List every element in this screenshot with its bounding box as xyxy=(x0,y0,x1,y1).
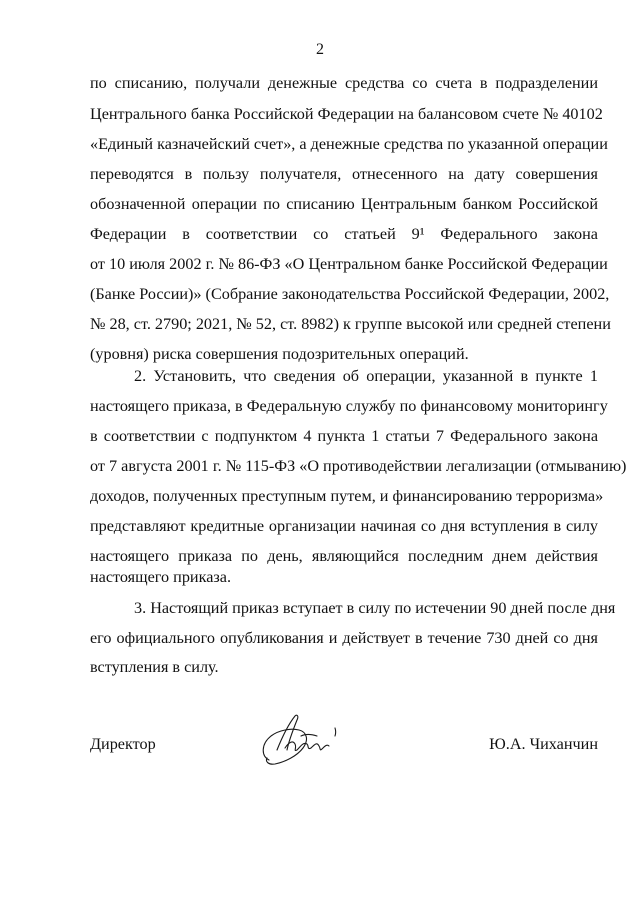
text-line: от 10 июля 2002 г. № 86-ФЗ «О Центральном банке Российской Федерации xyxy=(90,255,608,273)
text-line: Центрального банка Российской Федерации на балансовом счете № 40102 xyxy=(90,105,603,123)
text-line: настоящего приказа. xyxy=(90,568,231,586)
text-line: Федерации в соответствии со статьей 9¹ Федерального закона xyxy=(90,225,598,243)
signatory-title: Директор xyxy=(90,735,156,753)
text-line: доходов, полученных преступным путем, и финансированию терроризма» xyxy=(90,487,604,505)
text-line: № 28, ст. 2790; 2021, № 52, ст. 8982) к группе высокой или средней степени xyxy=(90,315,611,333)
page-number: 2 xyxy=(316,41,324,58)
text-line: по списанию, получали денежные средства со счета в подразделении xyxy=(90,74,598,92)
text-line: (Банке России)» (Собрание законодательства Российской Федерации, 2002, xyxy=(90,285,610,303)
text-line: обозначенной операции по списанию Центральным банком Российской xyxy=(90,195,598,213)
text-line: (уровня) риска совершения подозрительных операций. xyxy=(90,345,469,363)
text-line: «Единый казначейский счет», а денежные средства по указанной операции xyxy=(90,135,608,153)
text-line: от 7 августа 2001 г. № 115-ФЗ «О противодействии легализации (отмыванию) xyxy=(90,457,627,475)
handwritten-signature xyxy=(255,706,345,770)
text-line: настоящего приказа по день, являющийся последним днем действия xyxy=(90,547,598,565)
text-line: его официального опубликования и действует в течение 730 дней со дня xyxy=(90,629,598,647)
text-line: представляют кредитные организации начиная со дня вступления в силу xyxy=(90,517,598,535)
text-line: настоящего приказа, в Федеральную службу по финансовому мониторингу xyxy=(90,397,608,415)
text-line: вступления в силу. xyxy=(90,658,219,676)
text-line: в соответствии с подпунктом 4 пункта 1 статьи 7 Федерального закона xyxy=(90,427,598,445)
text-line: 2. Установить, что сведения об операции, указанной в пункте 1 xyxy=(134,367,598,385)
text-line: переводятся в пользу получателя, отнесенного на дату совершения xyxy=(90,165,598,183)
signatory-name: Ю.А. Чиханчин xyxy=(489,735,598,753)
text-line: 3. Настоящий приказ вступает в силу по истечении 90 дней после дня xyxy=(134,599,616,617)
